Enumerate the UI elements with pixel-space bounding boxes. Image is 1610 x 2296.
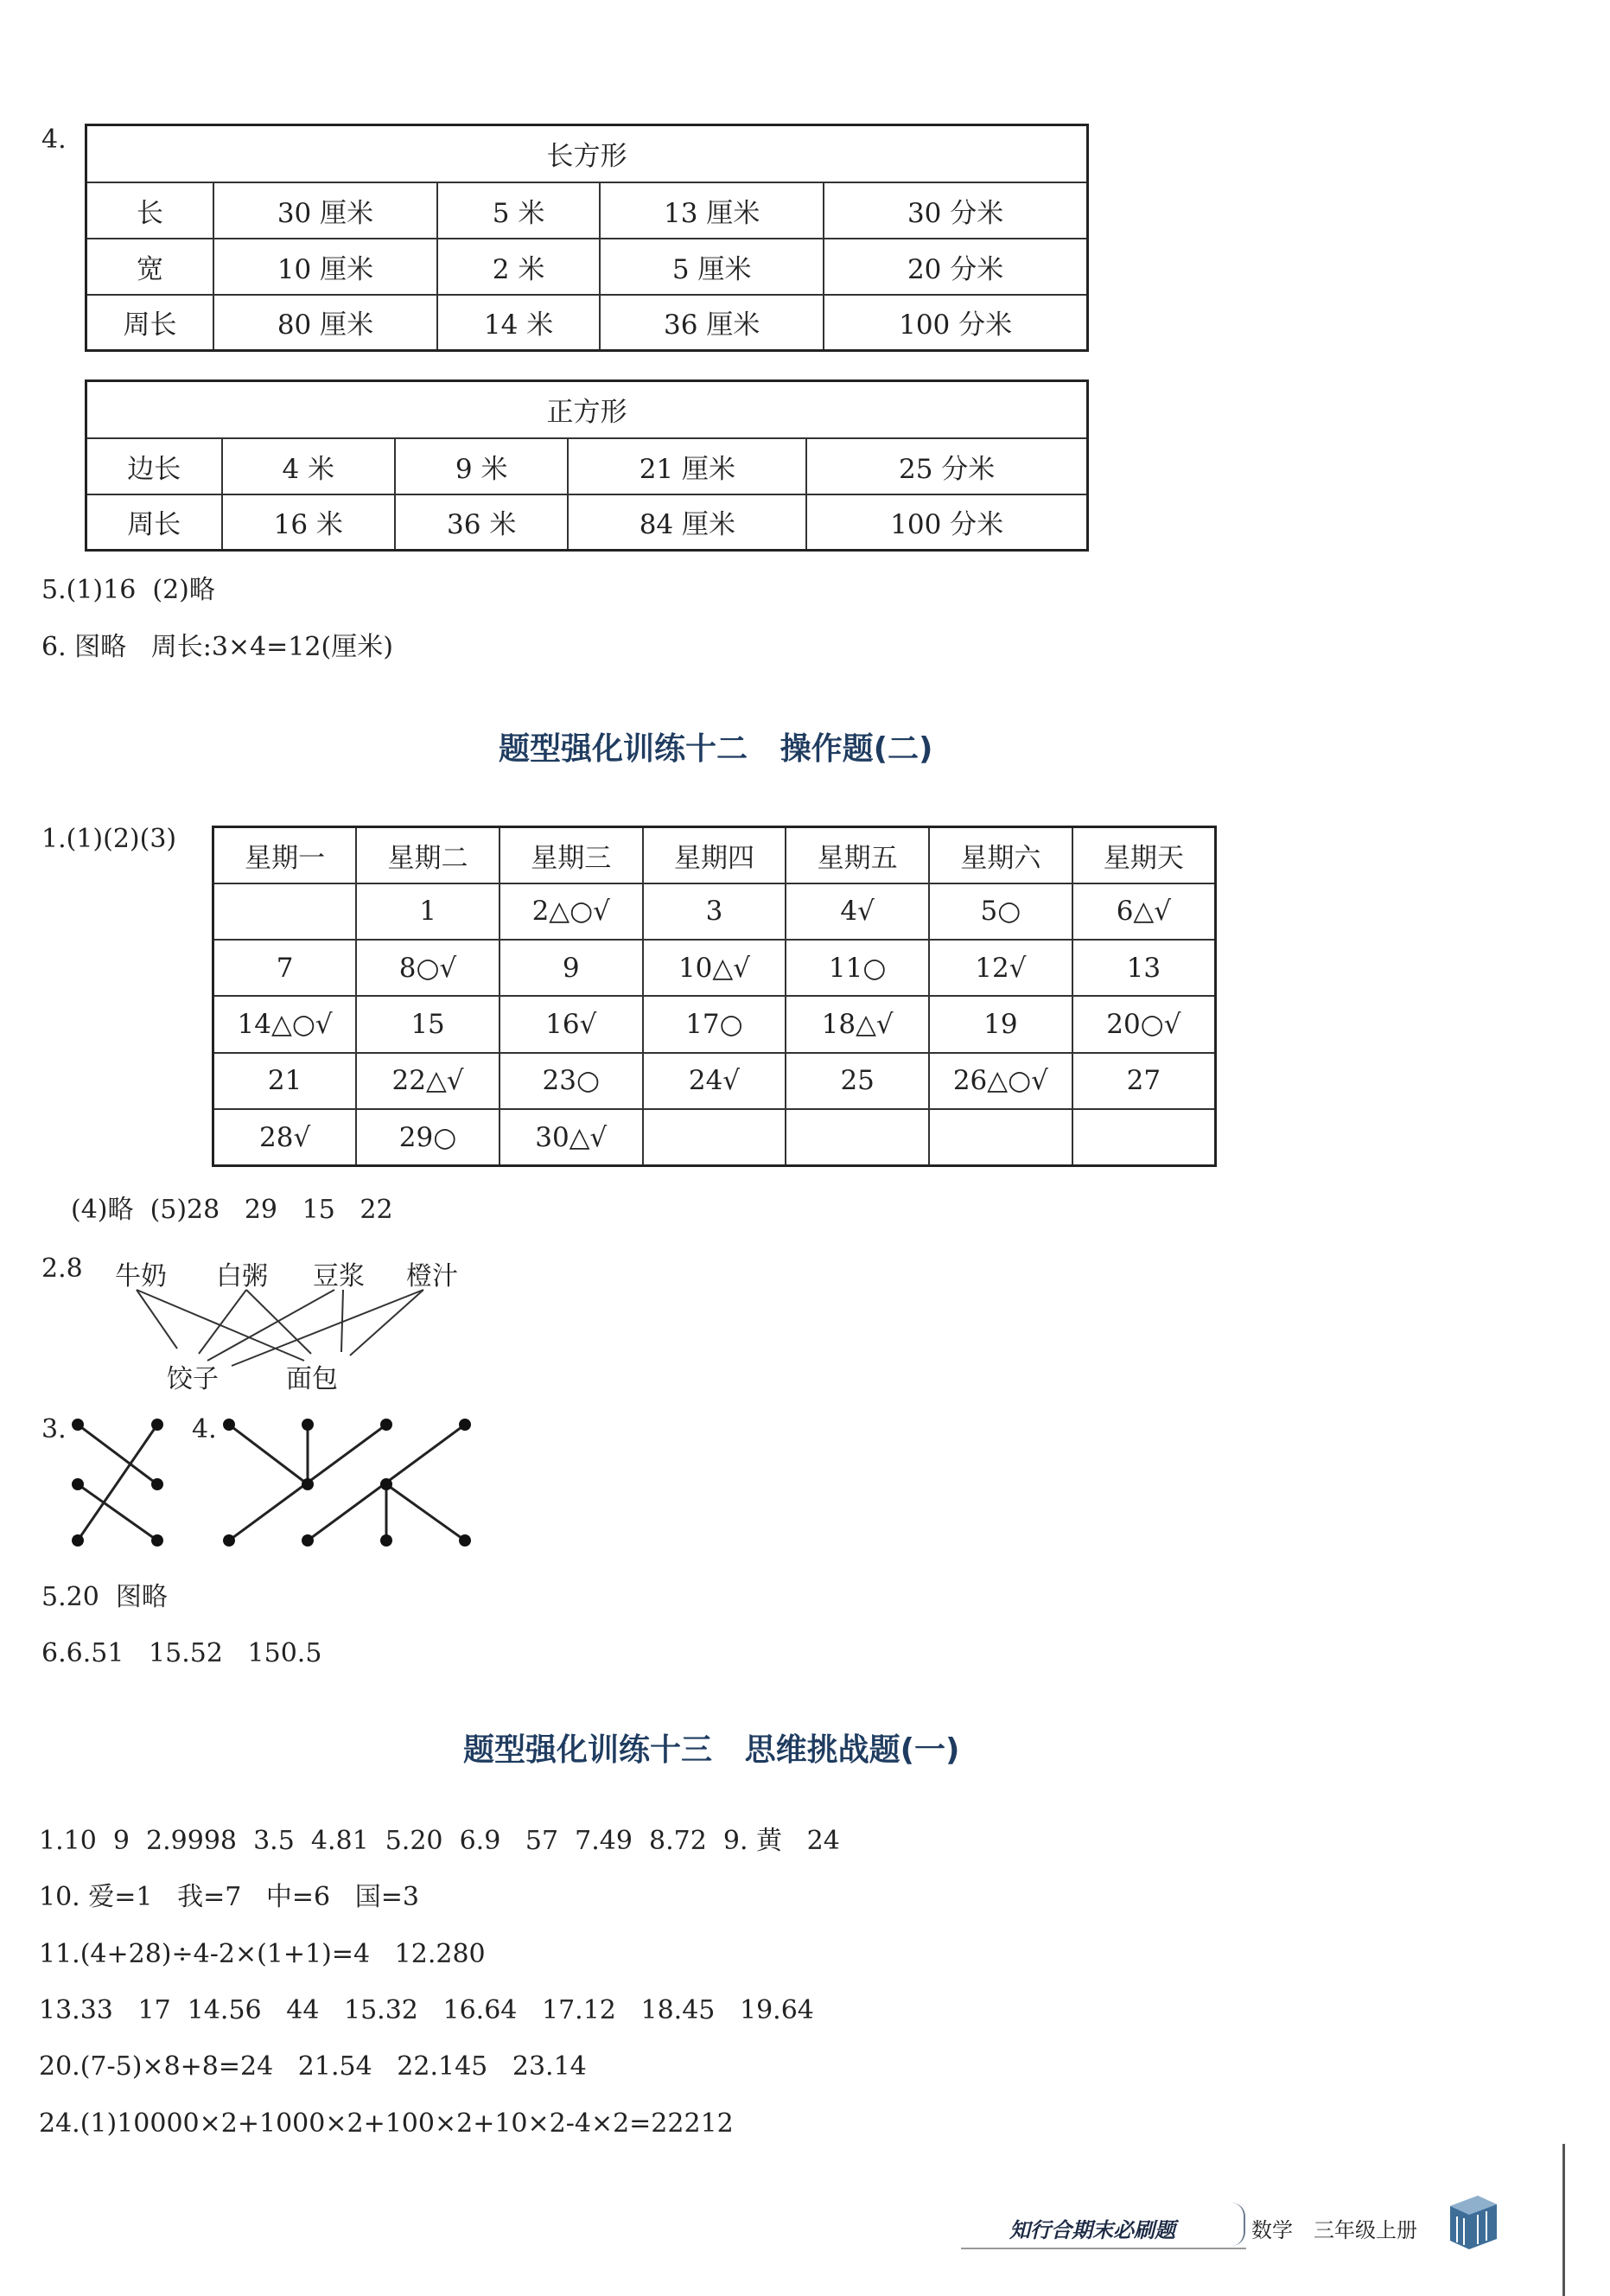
fig3-line [78, 1425, 157, 1540]
rectangle-cell: 周长 [86, 295, 213, 351]
calendar-cell: 15 [356, 996, 500, 1052]
rectangle-cell: 13 厘米 [600, 182, 824, 239]
calendar-cell: 30△√ [500, 1109, 643, 1165]
square-cell: 84 厘米 [568, 494, 806, 551]
drink-milk: 牛奶 [115, 1261, 167, 1292]
calendar-cell: 11○ [786, 940, 929, 996]
rectangle-cell: 36 厘米 [600, 295, 824, 351]
calendar-cell: 10△√ [643, 940, 786, 996]
footer-subject: 数学 [1251, 2218, 1293, 2242]
q5-answer: 5.(1)16 (2)略 [41, 575, 215, 605]
footer-series: 知行合期末必刷题 [1009, 2217, 1175, 2242]
calendar-weekday: 星期天 [1072, 827, 1216, 883]
rectangle-cell: 80 厘米 [213, 295, 437, 351]
dot [302, 1419, 314, 1431]
calendar-cell: 17○ [643, 996, 786, 1052]
calendar-cell: 5○ [929, 883, 1072, 940]
rectangle-cell: 5 厘米 [600, 239, 824, 295]
rectangle-cell: 30 厘米 [213, 182, 437, 239]
dot [380, 1534, 392, 1547]
square-cell: 100 分米 [806, 494, 1087, 551]
answers13-line-4: 13.33 17 14.56 44 15.32 16.64 17.12 18.45 19.64 [39, 1995, 814, 2025]
dot [151, 1419, 163, 1431]
square-cell: 周长 [86, 494, 222, 551]
food-bread: 面包 [286, 1364, 338, 1394]
footer-rule [961, 2248, 1246, 2249]
rectangle-cell: 100 分米 [824, 295, 1087, 351]
calendar-cell: 14△○√ [213, 996, 357, 1052]
section12-title: 题型强化训练十二 操作题(二) [499, 731, 933, 767]
dot [151, 1534, 163, 1547]
rectangle-cell: 10 厘米 [213, 239, 437, 295]
answers13-line-3: 11.(4+28)÷4-2×(1+1)=4 12.280 [39, 1939, 486, 1969]
calendar-cell: 1 [356, 883, 500, 940]
q5b-answer: 5.20 图略 [41, 1582, 168, 1612]
calendar-cell: 9 [500, 940, 643, 996]
calendar-cell: 7 [213, 940, 357, 996]
rectangle-cell: 长 [86, 182, 213, 239]
square-cell: 边长 [86, 438, 222, 494]
dot [380, 1419, 392, 1431]
calendar-cell: 8○√ [356, 940, 500, 996]
calendar-cell: 2△○√ [500, 883, 643, 940]
calendar-cell: 28√ [213, 1109, 357, 1165]
drink-orange-juice: 橙汁 [406, 1261, 458, 1292]
footer-grade: 三年级上册 [1314, 2218, 1417, 2242]
answers13-line-5: 20.(7-5)×8+8=24 21.54 22.145 23.14 [39, 2051, 587, 2082]
calendar-cell: 27 [1072, 1053, 1216, 1109]
q4-label: 4. [192, 1414, 217, 1445]
q4-number: 4. [41, 124, 67, 155]
calendar-cell: 22△√ [356, 1053, 500, 1109]
calendar-cell: 20○√ [1072, 996, 1216, 1052]
dot [72, 1478, 84, 1490]
dot [380, 1478, 392, 1490]
rectangle-cell: 2 米 [437, 239, 600, 295]
calendar-label: 1.(1)(2)(3) [41, 824, 177, 854]
q6-answer: 6. 图略 周长:3×4=12(厘米) [41, 632, 393, 662]
answers13-line-6: 24.(1)10000×2+1000×2+100×2+10×2-4×2=22212 [39, 2108, 734, 2139]
fig3-line [78, 1425, 157, 1484]
rectangle-title: 长方形 [86, 125, 1088, 182]
calendar-weekday: 星期三 [500, 827, 643, 883]
calendar-weekday: 星期四 [643, 827, 786, 883]
rectangle-cell: 14 米 [437, 295, 600, 351]
square-cell: 21 厘米 [568, 438, 806, 494]
food-dumplings: 饺子 [167, 1364, 219, 1394]
calendar-cell: 18△√ [786, 996, 929, 1052]
calendar-cell: 4√ [786, 883, 929, 940]
page-edge [1562, 2144, 1565, 2296]
fig4-line [386, 1484, 465, 1540]
calendar-weekday: 星期一 [213, 827, 357, 883]
calendar-cell: 13 [1072, 940, 1216, 996]
book-logo-icon [1445, 2191, 1502, 2251]
drink-soymilk: 豆浆 [313, 1261, 365, 1292]
calendar-cell: 26△○√ [929, 1053, 1072, 1109]
rectangle-cell: 宽 [86, 239, 213, 295]
square-cell: 36 米 [395, 494, 568, 551]
calendar-cell: 24√ [643, 1053, 786, 1109]
square-title: 正方形 [86, 381, 1088, 438]
q3-label: 3. [41, 1414, 67, 1445]
calendar-cell: 3 [643, 883, 786, 940]
calendar-cell: 12√ [929, 940, 1072, 996]
calendar-cell: 19 [929, 996, 1072, 1052]
rectangle-cell: 30 分米 [824, 182, 1087, 239]
calendar-weekday: 星期六 [929, 827, 1072, 883]
calendar-cell: 29○ [356, 1109, 500, 1165]
q1-sub-answers: (4)略 (5)28 29 15 22 [71, 1195, 393, 1225]
square-cell: 9 米 [395, 438, 568, 494]
dot [223, 1534, 235, 1547]
fig4-line [229, 1425, 308, 1484]
q6b-answer: 6.6.51 15.52 150.5 [41, 1638, 322, 1668]
drink-congee: 白粥 [216, 1261, 268, 1292]
calendar-cell: 25 [786, 1053, 929, 1109]
dot [459, 1534, 471, 1547]
square-cell: 25 分米 [806, 438, 1087, 494]
calendar-cell: 16√ [500, 996, 643, 1052]
answers13-line-2: 10. 爱=1 我=7 中=6 国=3 [39, 1882, 419, 1912]
section13-title: 题型强化训练十三 思维挑战题(一) [463, 1732, 960, 1768]
dot [223, 1419, 235, 1431]
calendar-cell: 23○ [500, 1053, 643, 1109]
dot [459, 1419, 471, 1431]
calendar-weekday: 星期五 [786, 827, 929, 883]
dot [151, 1478, 163, 1490]
answers13-line-1: 1.10 9 2.9998 3.5 4.81 5.20 6.9 57 7.49 8.72 9. 黄 24 [39, 1826, 840, 1856]
dot [302, 1478, 314, 1490]
dot [302, 1534, 314, 1547]
calendar-weekday: 星期二 [356, 827, 500, 883]
q2-number: 2.8 [41, 1253, 83, 1284]
dot [72, 1419, 84, 1431]
square-cell: 16 米 [222, 494, 395, 551]
dot [72, 1534, 84, 1547]
rectangle-cell: 20 分米 [824, 239, 1087, 295]
calendar-cell: 6△√ [1072, 883, 1216, 940]
square-cell: 4 米 [222, 438, 395, 494]
rectangle-cell: 5 米 [437, 182, 600, 239]
fig3-line [78, 1484, 157, 1540]
calendar-cell: 21 [213, 1053, 357, 1109]
